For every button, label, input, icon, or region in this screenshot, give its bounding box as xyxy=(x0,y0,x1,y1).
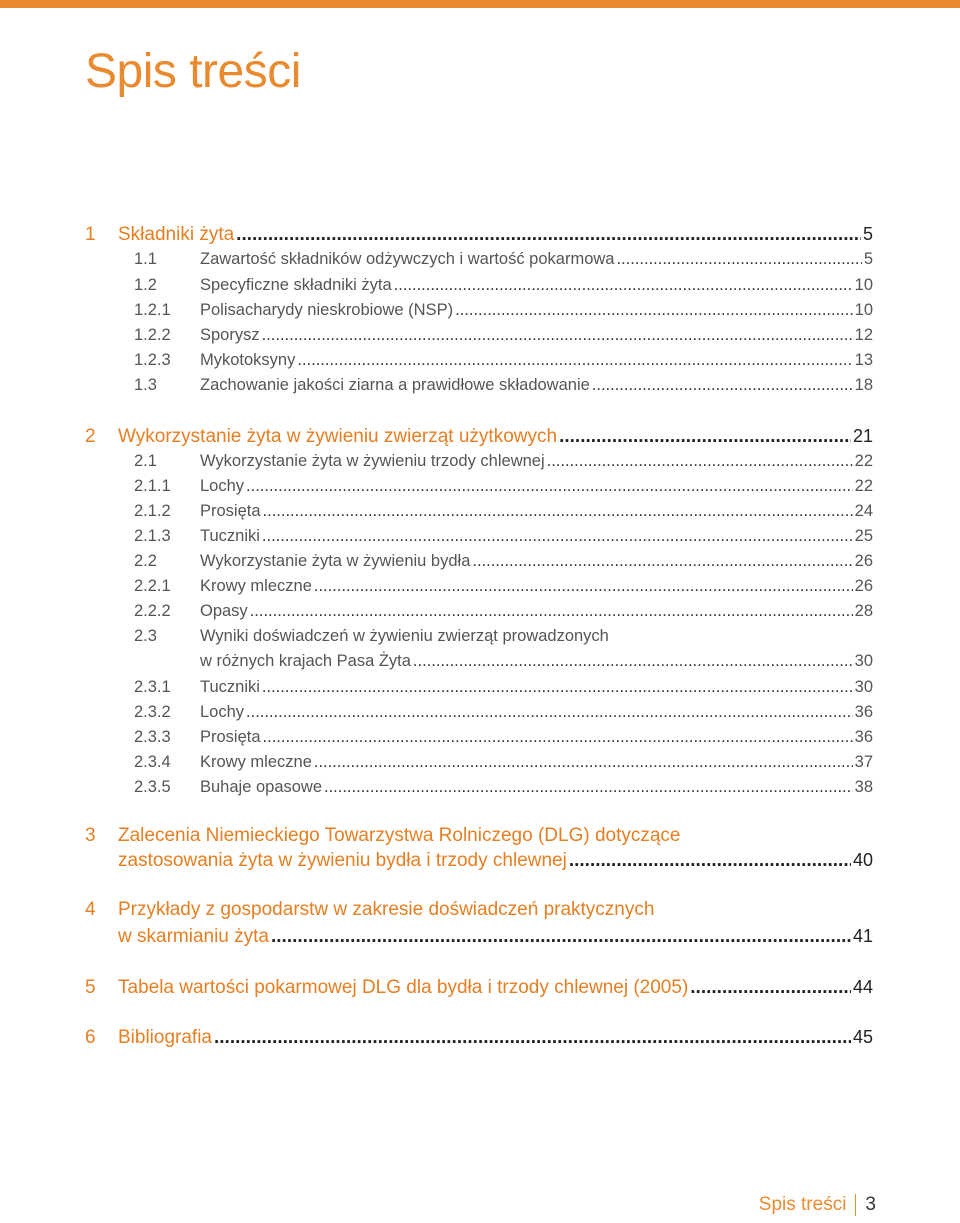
toc-dot-leader xyxy=(262,326,853,345)
toc-entry-page: 26 xyxy=(854,552,873,570)
toc-dot-leader xyxy=(263,502,853,521)
toc-entry-page: 13 xyxy=(854,351,873,369)
toc-entry-page: 5 xyxy=(863,250,873,268)
toc-dot-leader xyxy=(236,224,861,246)
toc-dot-leader xyxy=(263,728,853,747)
toc-dot-leader xyxy=(690,977,851,999)
toc-entry-title: Polisacharydy nieskrobiowe (NSP) xyxy=(200,301,454,319)
toc-entry-number: 2.1.2 xyxy=(134,502,171,520)
toc-entry-title-line1: Zalecenia Niemieckiego Towarzystwa Rolniczego (DLG) dotyczące xyxy=(118,825,681,846)
toc-entry-number: 2.3.5 xyxy=(134,778,171,796)
toc-entry-page: 18 xyxy=(854,376,873,394)
top-accent-bar xyxy=(0,0,960,8)
toc-entry-number: 2.3.2 xyxy=(134,703,171,721)
toc-dot-leader xyxy=(271,926,851,948)
toc-entry-title: Bibliografia xyxy=(118,1027,212,1048)
footer-separator xyxy=(855,1194,856,1216)
toc-entry-page: 5 xyxy=(862,224,873,244)
toc-dot-leader xyxy=(246,477,853,496)
toc-entry-title: Krowy mleczne xyxy=(200,577,312,595)
toc-dot-leader xyxy=(297,351,852,370)
footer-page-number: 3 xyxy=(865,1194,876,1215)
toc-entry-page: 38 xyxy=(854,778,873,796)
toc-entry-number: 3 xyxy=(85,825,96,846)
toc-entry-number: 5 xyxy=(85,977,96,998)
toc-entry-number: 1.3 xyxy=(134,376,157,394)
page-title: Spis treści xyxy=(85,45,301,98)
toc-entry-title: w skarmianiu żyta xyxy=(118,926,269,947)
toc-dot-leader xyxy=(314,753,853,772)
toc-entry-number: 6 xyxy=(85,1027,96,1048)
toc-entry-number: 2.2 xyxy=(134,552,157,570)
toc-entry-title: Sporysz xyxy=(200,326,260,344)
toc-entry-page: 36 xyxy=(854,728,873,746)
toc-entry-number: 1.2 xyxy=(134,276,157,294)
toc-entry-title: Tuczniki xyxy=(200,527,260,545)
toc-entry-number: 2.3.1 xyxy=(134,678,171,696)
toc-entry-page: 45 xyxy=(852,1027,873,1047)
toc-entry-page: 10 xyxy=(854,276,873,294)
toc-entry-title: Tabela wartości pokarmowej DLG dla bydła i trzody chlewnej (2005) xyxy=(118,977,689,998)
toc-dot-leader xyxy=(569,850,851,872)
toc-entry-page: 40 xyxy=(852,850,873,870)
toc-dot-leader xyxy=(413,652,853,671)
toc-entry-number: 2.2.1 xyxy=(134,577,171,595)
toc-dot-leader xyxy=(314,577,853,596)
toc-entry-number: 1 xyxy=(85,224,96,245)
toc-entry-title: Zachowanie jakości ziarna a prawidłowe składowanie xyxy=(200,376,590,394)
toc-entry-title: Wykorzystanie żyta w żywieniu trzody chlewnej xyxy=(200,452,545,470)
toc-entry-page: 22 xyxy=(854,477,873,495)
toc-entry-title: zastosowania żyta w żywieniu bydła i trzody chlewnej xyxy=(118,850,567,871)
toc-entry-number: 2.3.3 xyxy=(134,728,171,746)
toc-entry-title-line1: Wyniki doświadczeń w żywieniu zwierząt prowadzonych xyxy=(200,627,609,645)
toc-entry-number: 1.2.2 xyxy=(134,326,171,344)
toc-dot-leader xyxy=(324,778,853,797)
toc-entry-page: 12 xyxy=(854,326,873,344)
toc-entry-title: w różnych krajach Pasa Żyta xyxy=(200,652,411,670)
footer-title: Spis treści xyxy=(758,1194,847,1215)
toc-entry-page: 21 xyxy=(852,426,873,446)
toc-entry-title: Prosięta xyxy=(200,502,261,520)
toc-entry-title: Wykorzystanie żyta w żywieniu zwierząt użytkowych xyxy=(118,426,558,447)
toc-dot-leader xyxy=(214,1027,851,1049)
toc-entry-page: 37 xyxy=(854,753,873,771)
toc-dot-leader xyxy=(262,678,853,697)
toc-entry-title: Lochy xyxy=(200,703,245,721)
toc-entry-number: 1.1 xyxy=(134,250,157,268)
toc-entry-number: 4 xyxy=(85,899,96,920)
toc-entry-number: 2.2.2 xyxy=(134,602,171,620)
toc-entry-page: 41 xyxy=(852,926,873,946)
toc-entry-title: Mykotoksyny xyxy=(200,351,296,369)
toc-dot-leader xyxy=(455,301,853,320)
toc-dot-leader xyxy=(246,703,853,722)
toc-entry-page: 28 xyxy=(854,602,873,620)
toc-entry-title: Lochy xyxy=(200,477,245,495)
toc-entry-title: Buhaje opasowe xyxy=(200,778,323,796)
toc-dot-leader xyxy=(250,602,853,621)
toc-entry-page: 30 xyxy=(854,678,873,696)
toc-entry-page: 25 xyxy=(854,527,873,545)
toc-entry-number: 2.1.3 xyxy=(134,527,171,545)
toc-entry-number: 2.1.1 xyxy=(134,477,171,495)
toc-entry-page: 30 xyxy=(854,652,873,670)
toc-entry-page: 36 xyxy=(854,703,873,721)
toc-entry-page: 10 xyxy=(854,301,873,319)
toc-entry-title: Krowy mleczne xyxy=(200,753,312,771)
toc-dot-leader xyxy=(547,452,853,471)
toc-dot-leader xyxy=(262,527,853,546)
toc-entry-title-line1: Przykłady z gospodarstw w zakresie doświadczeń praktycznych xyxy=(118,899,655,920)
page-footer xyxy=(759,1194,876,1216)
toc-dot-leader xyxy=(592,376,853,395)
toc-entry-title: Specyficzne składniki żyta xyxy=(200,276,392,294)
toc-dot-leader xyxy=(559,426,851,448)
toc-entry-page: 24 xyxy=(854,502,873,520)
toc-dot-leader xyxy=(616,250,861,269)
toc-entry-number: 2.1 xyxy=(134,452,157,470)
toc-entry-page: 22 xyxy=(854,452,873,470)
toc-dot-leader xyxy=(472,552,852,571)
toc-entry-title: Opasy xyxy=(200,602,248,620)
toc-entry-number: 1.2.3 xyxy=(134,351,171,369)
toc-entry-number: 2 xyxy=(85,426,96,447)
toc-entry-title: Składniki żyta xyxy=(118,224,235,245)
toc-entry-number: 1.2.1 xyxy=(134,301,171,319)
toc-entry-number: 2.3 xyxy=(134,627,157,645)
toc-entry-page: 44 xyxy=(852,977,873,997)
toc-dot-leader xyxy=(394,276,853,295)
toc-entry-number: 2.3.4 xyxy=(134,753,171,771)
toc-entry-title: Wykorzystanie żyta w żywieniu bydła xyxy=(200,552,471,570)
toc-entry-title: Tuczniki xyxy=(200,678,260,696)
toc-entry-title: Prosięta xyxy=(200,728,261,746)
toc-entry-page: 26 xyxy=(854,577,873,595)
toc-entry-title: Zawartość składników odżywczych i wartość pokarmowa xyxy=(200,250,615,268)
